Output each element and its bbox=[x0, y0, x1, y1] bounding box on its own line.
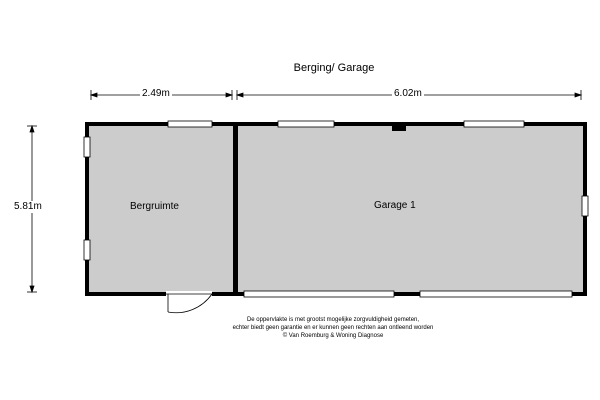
disclaimer bbox=[162, 316, 504, 340]
dimension-width-right: 6.02m bbox=[394, 88, 422, 99]
room-label-garage: Garage 1 bbox=[374, 200, 416, 211]
dimension-depth: 5.81m bbox=[14, 201, 42, 212]
disclaimer-line-1: De oppervlakte is met grootst mogelijke zorgvuldigheid gemeten, bbox=[246, 317, 420, 323]
duct-block bbox=[392, 122, 406, 131]
partition-wall bbox=[233, 122, 238, 296]
plan-title: Berging/ Garage bbox=[293, 62, 375, 74]
disclaimer-line-2: echter biedt geen garantie en er kunnen geen rechten aan ontleend worden bbox=[232, 325, 434, 331]
disclaimer-line-3: © Van Roemburg & Woning Diagnose bbox=[282, 333, 384, 339]
dimension-width-left: 2.49m bbox=[142, 88, 170, 99]
room-label-storage: Bergruimte bbox=[130, 201, 179, 212]
